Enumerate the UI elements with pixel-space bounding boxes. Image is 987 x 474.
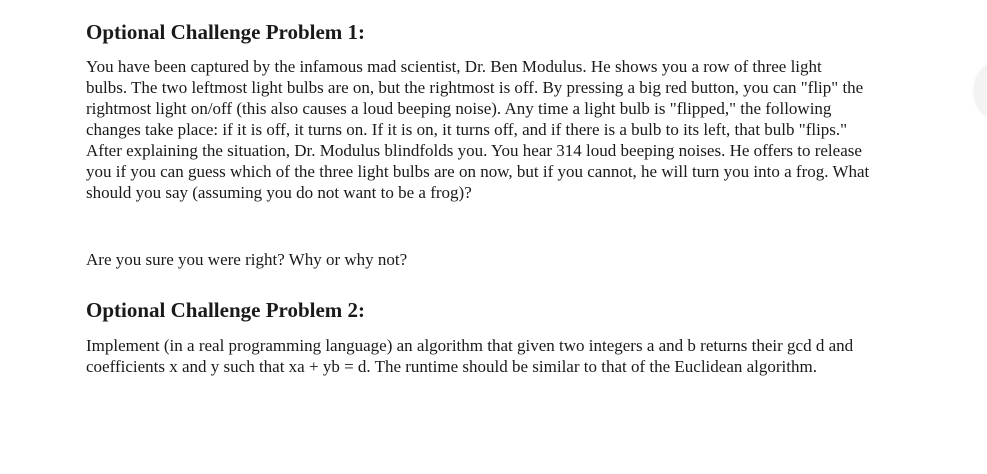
problem-2-line: coefficients x and y such that xa + yb = d. The runtime should be similar to that of the Euclidean algorithm. bbox=[86, 357, 817, 376]
problem-2-line: Implement (in a real programming language) an algorithm that given two integers a and b returns their gcd d and bbox=[86, 336, 854, 355]
problem-1-line: After explaining the situation, Dr. Modulus blindfolds you. You hear 314 loud beeping noises. He offers to release bbox=[86, 141, 862, 160]
problem-2-body bbox=[86, 335, 964, 377]
problem-1-line: you if you can guess which of the three light bulbs are on now, but if you cannot, he will turn you into a frog. What bbox=[86, 162, 870, 181]
problem-1-line: You have been captured by the infamous mad scientist, Dr. Ben Modulus. He shows you a row of three light bbox=[86, 57, 822, 76]
problem-1-line: bulbs. The two leftmost light bulbs are on, but the rightmost is off. By pressing a big red button, you can "flip" the bbox=[86, 78, 864, 97]
edge-scroll-handle[interactable] bbox=[975, 66, 987, 116]
problem-2-heading: Optional Challenge Problem 2: bbox=[86, 298, 366, 322]
problem-1-body bbox=[86, 56, 964, 203]
problem-1-line: should you say (assuming you do not want to be a frog)? bbox=[86, 183, 472, 202]
problem-1-heading: Optional Challenge Problem 1: bbox=[86, 20, 366, 44]
problem-1-line: changes take place: if it is off, it turns on. If it is on, it turns off, and if there is a bulb to its left, that bulb "flips." bbox=[86, 120, 848, 139]
problem-1-line: rightmost light on/off (this also causes a loud beeping noise). Any time a light bulb is "flipped," the following bbox=[86, 99, 832, 118]
problem-1-followup-question: Are you sure you were right? Why or why not? bbox=[86, 250, 408, 269]
